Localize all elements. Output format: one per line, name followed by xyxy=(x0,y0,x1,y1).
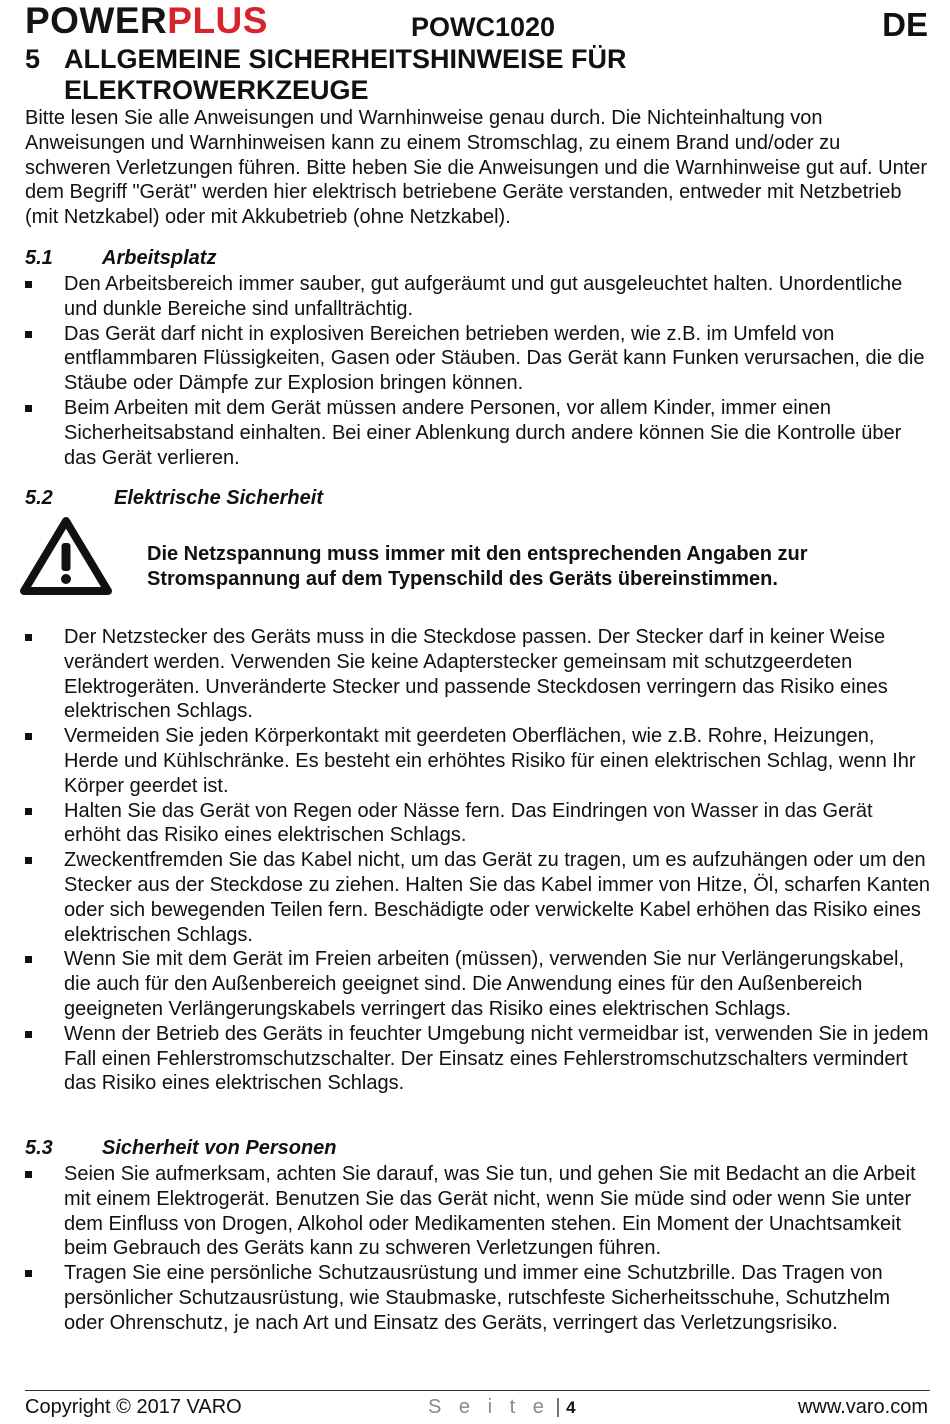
bullet-icon xyxy=(25,1270,32,1277)
bullet-list-5-2 xyxy=(25,625,930,1096)
list-item xyxy=(25,848,930,947)
list-item-text: Tragen Sie eine persönliche Schutzausrüstung und immer eine Schutzbrille. Das Tragen von persönlicher Schutzausrüstung, wie Staubmaske, rutschfeste Sicherheitsschuhe, Schutzhelm oder Ohrenschutz, je nach Art und Einsatz des Geräts, verringert das Verletzungsrisiko. xyxy=(64,1262,890,1334)
list-item xyxy=(25,1162,930,1261)
list-item-text: Wenn Sie mit dem Gerät im Freien arbeiten (müssen), verwenden Sie nur Verlängerungskabel, die auch für den Außenbereich geeignet sind. Die Anwendung eines für den Außenbereich geeigneten Verlängerungskabels verringert das Risiko eines elektrischen Schlags. xyxy=(64,948,905,1020)
list-item-text: Den Arbeitsbereich immer sauber, gut aufgeräumt und gut ausgeleuchtet halten. Unordentliche und dunkle Bereiche sind unfallträchtig. xyxy=(64,273,903,320)
list-item xyxy=(25,947,930,1021)
bullet-icon xyxy=(25,808,32,815)
footer-page-label: S e i t e xyxy=(428,1396,550,1418)
bullet-icon xyxy=(25,331,32,338)
page-header xyxy=(25,0,930,44)
language-code: DE xyxy=(882,6,928,43)
list-item xyxy=(25,322,930,396)
list-item-text: Das Gerät darf nicht in explosiven Bereichen betrieben werden, wie z.B. im Umfeld von entflammbaren Flüssigkeiten, Gasen oder Stäuben. Das Gerät kann Funken verursachen, die die Stäube oder Dämpfe zur Explosion bringen können. xyxy=(64,322,925,395)
bullet-list-5-3 xyxy=(25,1162,930,1336)
list-item-text: Vermeiden Sie jeden Körperkontakt mit geerdeten Oberflächen, wie z.B. Rohre, Heizungen, Herde und Kühlschränke. Es besteht ein erhöhtes Risiko für einen elektrischen Schlag, wenn Ihr Körper geerdet ist. xyxy=(64,725,916,797)
warning-triangle-icon xyxy=(18,515,114,597)
brand-logo xyxy=(25,2,268,40)
subsection-title: Sicherheit von Personen xyxy=(102,1137,337,1159)
bullet-icon xyxy=(25,956,32,963)
warning-text: Die Netzspannung muss immer mit den entsprechenden Angaben zur Stromspannung auf dem Typenschild des Geräts übereinstimmen. xyxy=(147,543,808,590)
footer-copyright: Copyright © 2017 VARO xyxy=(25,1396,242,1418)
list-item-text: Seien Sie aufmerksam, achten Sie darauf, was Sie tun, und gehen Sie mit Bedacht an die Arbeit mit einem Elektrogerät. Benutzen Sie das Gerät nicht, wenn Sie müde sind oder wenn Sie unter dem Einfluss von Drogen, Alkohol oder Medikamenten stehen. Ein Moment der Unachtsamkeit beim Gebrauch des Geräts kann zu schweren Verletzungen führen. xyxy=(64,1163,916,1260)
bullet-icon xyxy=(25,857,32,864)
list-item xyxy=(25,625,930,724)
subsection-title: Arbeitsplatz xyxy=(102,247,217,269)
bullet-icon xyxy=(25,405,32,412)
list-item-text: Zweckentfremden Sie das Kabel nicht, um das Gerät zu tragen, um es aufzuhängen oder um den Stecker aus der Steckdose zu ziehen. Halten Sie das Kabel immer von Hitze, Öl, scharfen Kanten oder sich bewegenden Teilen fern. Beschädigte oder verwickelte Kabel erhöhen das Risiko eines elektrischen Schlags. xyxy=(64,849,930,946)
section-number: 5 xyxy=(25,44,41,74)
logo-plus: PLUS xyxy=(167,0,268,41)
footer-divider xyxy=(25,1390,930,1391)
list-item xyxy=(25,799,930,849)
footer-page-indicator xyxy=(428,1395,576,1420)
list-item xyxy=(25,724,930,798)
list-item xyxy=(25,1261,930,1335)
intro-paragraph: Bitte lesen Sie alle Anweisungen und Warnhinweise genau durch. Die Nichteinhaltung von Anweisungen und Warnhinweisen kann zu einem Stromschlag, zu einem Brand und/oder zu schweren Verletzungen führen. Bitte heben Sie die Anweisungen und die Warnhinweise gut auf. Unter dem Begriff "Gerät" werden hier elektrisch betriebene Geräte verstanden, entweder mit Netzbetrieb (mit Netzkabel) oder mit Akkubetrieb (ohne Netzkabel). xyxy=(25,107,928,229)
list-item-text: Beim Arbeiten mit dem Gerät müssen andere Personen, vor allem Kinder, immer einen Sicherheitsabstand einhalten. Bei einer Ablenkung durch andere können Sie die Kontrolle über das Gerät verlieren. xyxy=(64,396,902,469)
bullet-list-5-1 xyxy=(25,272,930,470)
list-item-text: Halten Sie das Gerät von Regen oder Nässe fern. Das Eindringen von Wasser in das Gerät erhöht das Risiko eines elektrischen Schlags. xyxy=(64,799,873,847)
list-item-text: Der Netzstecker des Geräts muss in die Steckdose passen. Der Stecker darf in keiner Weise verändert werden. Verwenden Sie keine Adapterstecker gemeinsam mit schutzgeerdeten Elektrogeräten. Unveränderte Stecker und passende Steckdosen verringern das Risiko eines elektrischen Schlags. xyxy=(64,626,888,723)
footer-website-link[interactable]: www.varo.com xyxy=(797,1396,928,1418)
bullet-icon xyxy=(25,634,32,641)
subsection-number: 5.3 xyxy=(25,1137,53,1159)
footer-separator: | xyxy=(555,1396,561,1418)
bullet-icon xyxy=(25,1171,32,1178)
subsection-number: 5.2 xyxy=(25,487,53,509)
list-item-text: Wenn der Betrieb des Geräts in feuchter Umgebung nicht vermeidbar ist, verwenden Sie in jedem Fall einen Fehlerstromschutzschalter. Der Einsatz eines Fehlerstromschutzschalters vermindert das Risiko eines elektrischen Schlags. xyxy=(64,1022,929,1095)
bullet-icon xyxy=(25,281,32,288)
logo-power: POWER xyxy=(25,0,168,41)
subsection-title: Elektrische Sicherheit xyxy=(114,487,323,509)
bullet-icon xyxy=(25,1031,32,1038)
footer-page-number: 4 xyxy=(566,1398,576,1417)
list-item xyxy=(25,272,930,322)
model-number: POWC1020 xyxy=(411,12,556,42)
bullet-icon xyxy=(25,733,32,740)
section-heading: ALLGEMEINE SICHERHEITSHINWEISE FÜR ELEKTROWERKZEUGE xyxy=(64,44,627,105)
list-item xyxy=(25,1022,930,1096)
subsection-number: 5.1 xyxy=(25,247,53,269)
list-item xyxy=(25,396,930,470)
